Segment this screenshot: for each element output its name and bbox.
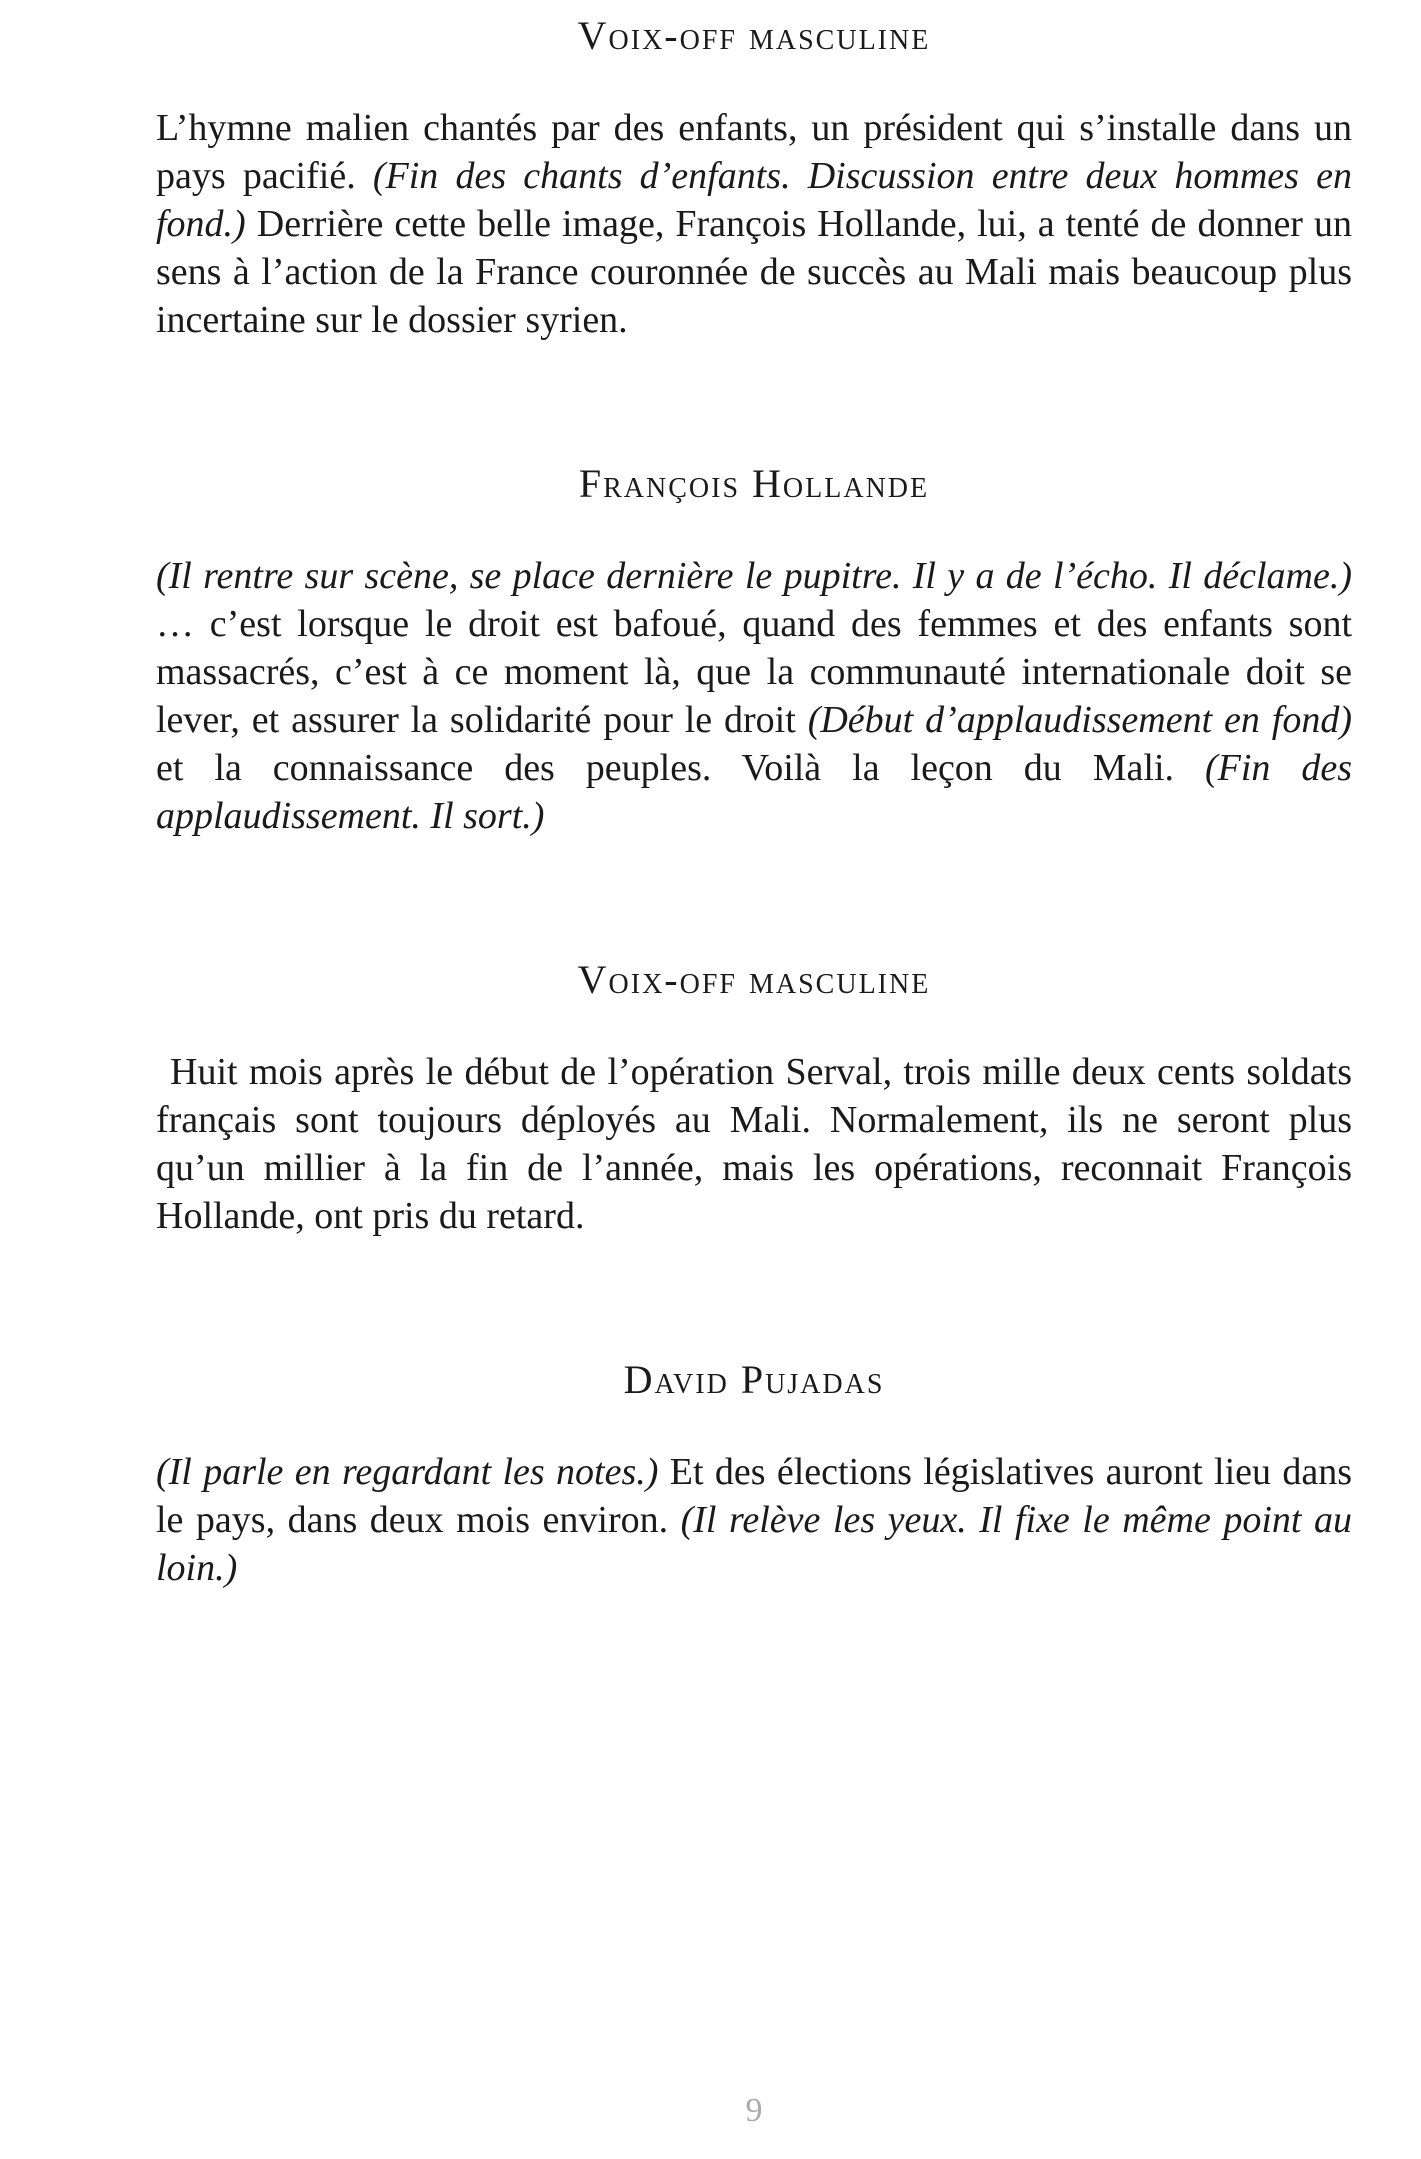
speaker-heading: Voix-off masculine	[577, 13, 931, 58]
dialogue-segment: Et des élections législatives auront lieu dans le pays, dans deux mois environ.	[156, 1451, 1352, 1541]
stage-direction-segment: (Fin des applaudissement. Il sort.)	[156, 747, 1353, 837]
dialogue-segment: Huit mois après le début de l’opération Serval, trois mille deux cents soldats français sont toujours déployés au Mali. Normalement, ils ne seront plus qu’un millier à la fin de l’année, mais les opérations, reconnait François Hollande, ont pris du retard.	[156, 1051, 1352, 1237]
speaker-heading: Voix-off masculine	[577, 957, 931, 1002]
stage-direction-segment: (Début d’applaudissement en fond)	[807, 699, 1353, 741]
script-section	[156, 12, 1352, 344]
dialogue-paragraph	[156, 104, 1352, 344]
dialogue-segment: et la connaissance des peuples. Voilà la leçon du Mali.	[156, 747, 1205, 789]
speaker-heading: David Pujadas	[623, 1357, 885, 1402]
speaker-heading: François Hollande	[578, 461, 930, 506]
dialogue-segment: L’hymne malien chantés par des enfants, un président qui s’installe dans un pays pacifié.	[156, 107, 1352, 197]
script-section	[156, 1356, 1352, 1592]
dialogue-paragraph	[156, 1448, 1352, 1592]
dialogue-paragraph	[156, 1048, 1352, 1240]
page-number: 9	[745, 2092, 763, 2129]
dialogue-segment: Derrière cette belle image, François Hollande, lui, a tenté de donner un sens à l’action de la France couronnée de succès au Mali mais beaucoup plus incertaine sur le dossier syrien.	[156, 203, 1352, 341]
script-section	[156, 956, 1352, 1240]
sections-container	[156, 12, 1352, 1592]
dialogue-segment: … c’est lorsque le droit est bafoué, quand des femmes et des enfants sont massacrés, c’est à ce moment là, que la communauté internationale doit se lever, et assurer la solidarité pour le droit	[156, 603, 1352, 741]
text-block	[156, 0, 1352, 1592]
stage-direction-segment: (Fin des chants d’enfants. Discussion entre deux hommes en fond.)	[156, 155, 1352, 245]
stage-direction-segment: (Il parle en regardant les notes.)	[156, 1451, 659, 1493]
stage-direction-segment: (Il rentre sur scène, se place dernière le pupitre. Il y a de l’écho. Il déclame.)	[156, 555, 1352, 597]
script-section	[156, 460, 1352, 840]
stage-direction-segment: (Il relève les yeux. Il fixe le même point au loin.)	[156, 1499, 1352, 1589]
dialogue-paragraph	[156, 552, 1352, 840]
